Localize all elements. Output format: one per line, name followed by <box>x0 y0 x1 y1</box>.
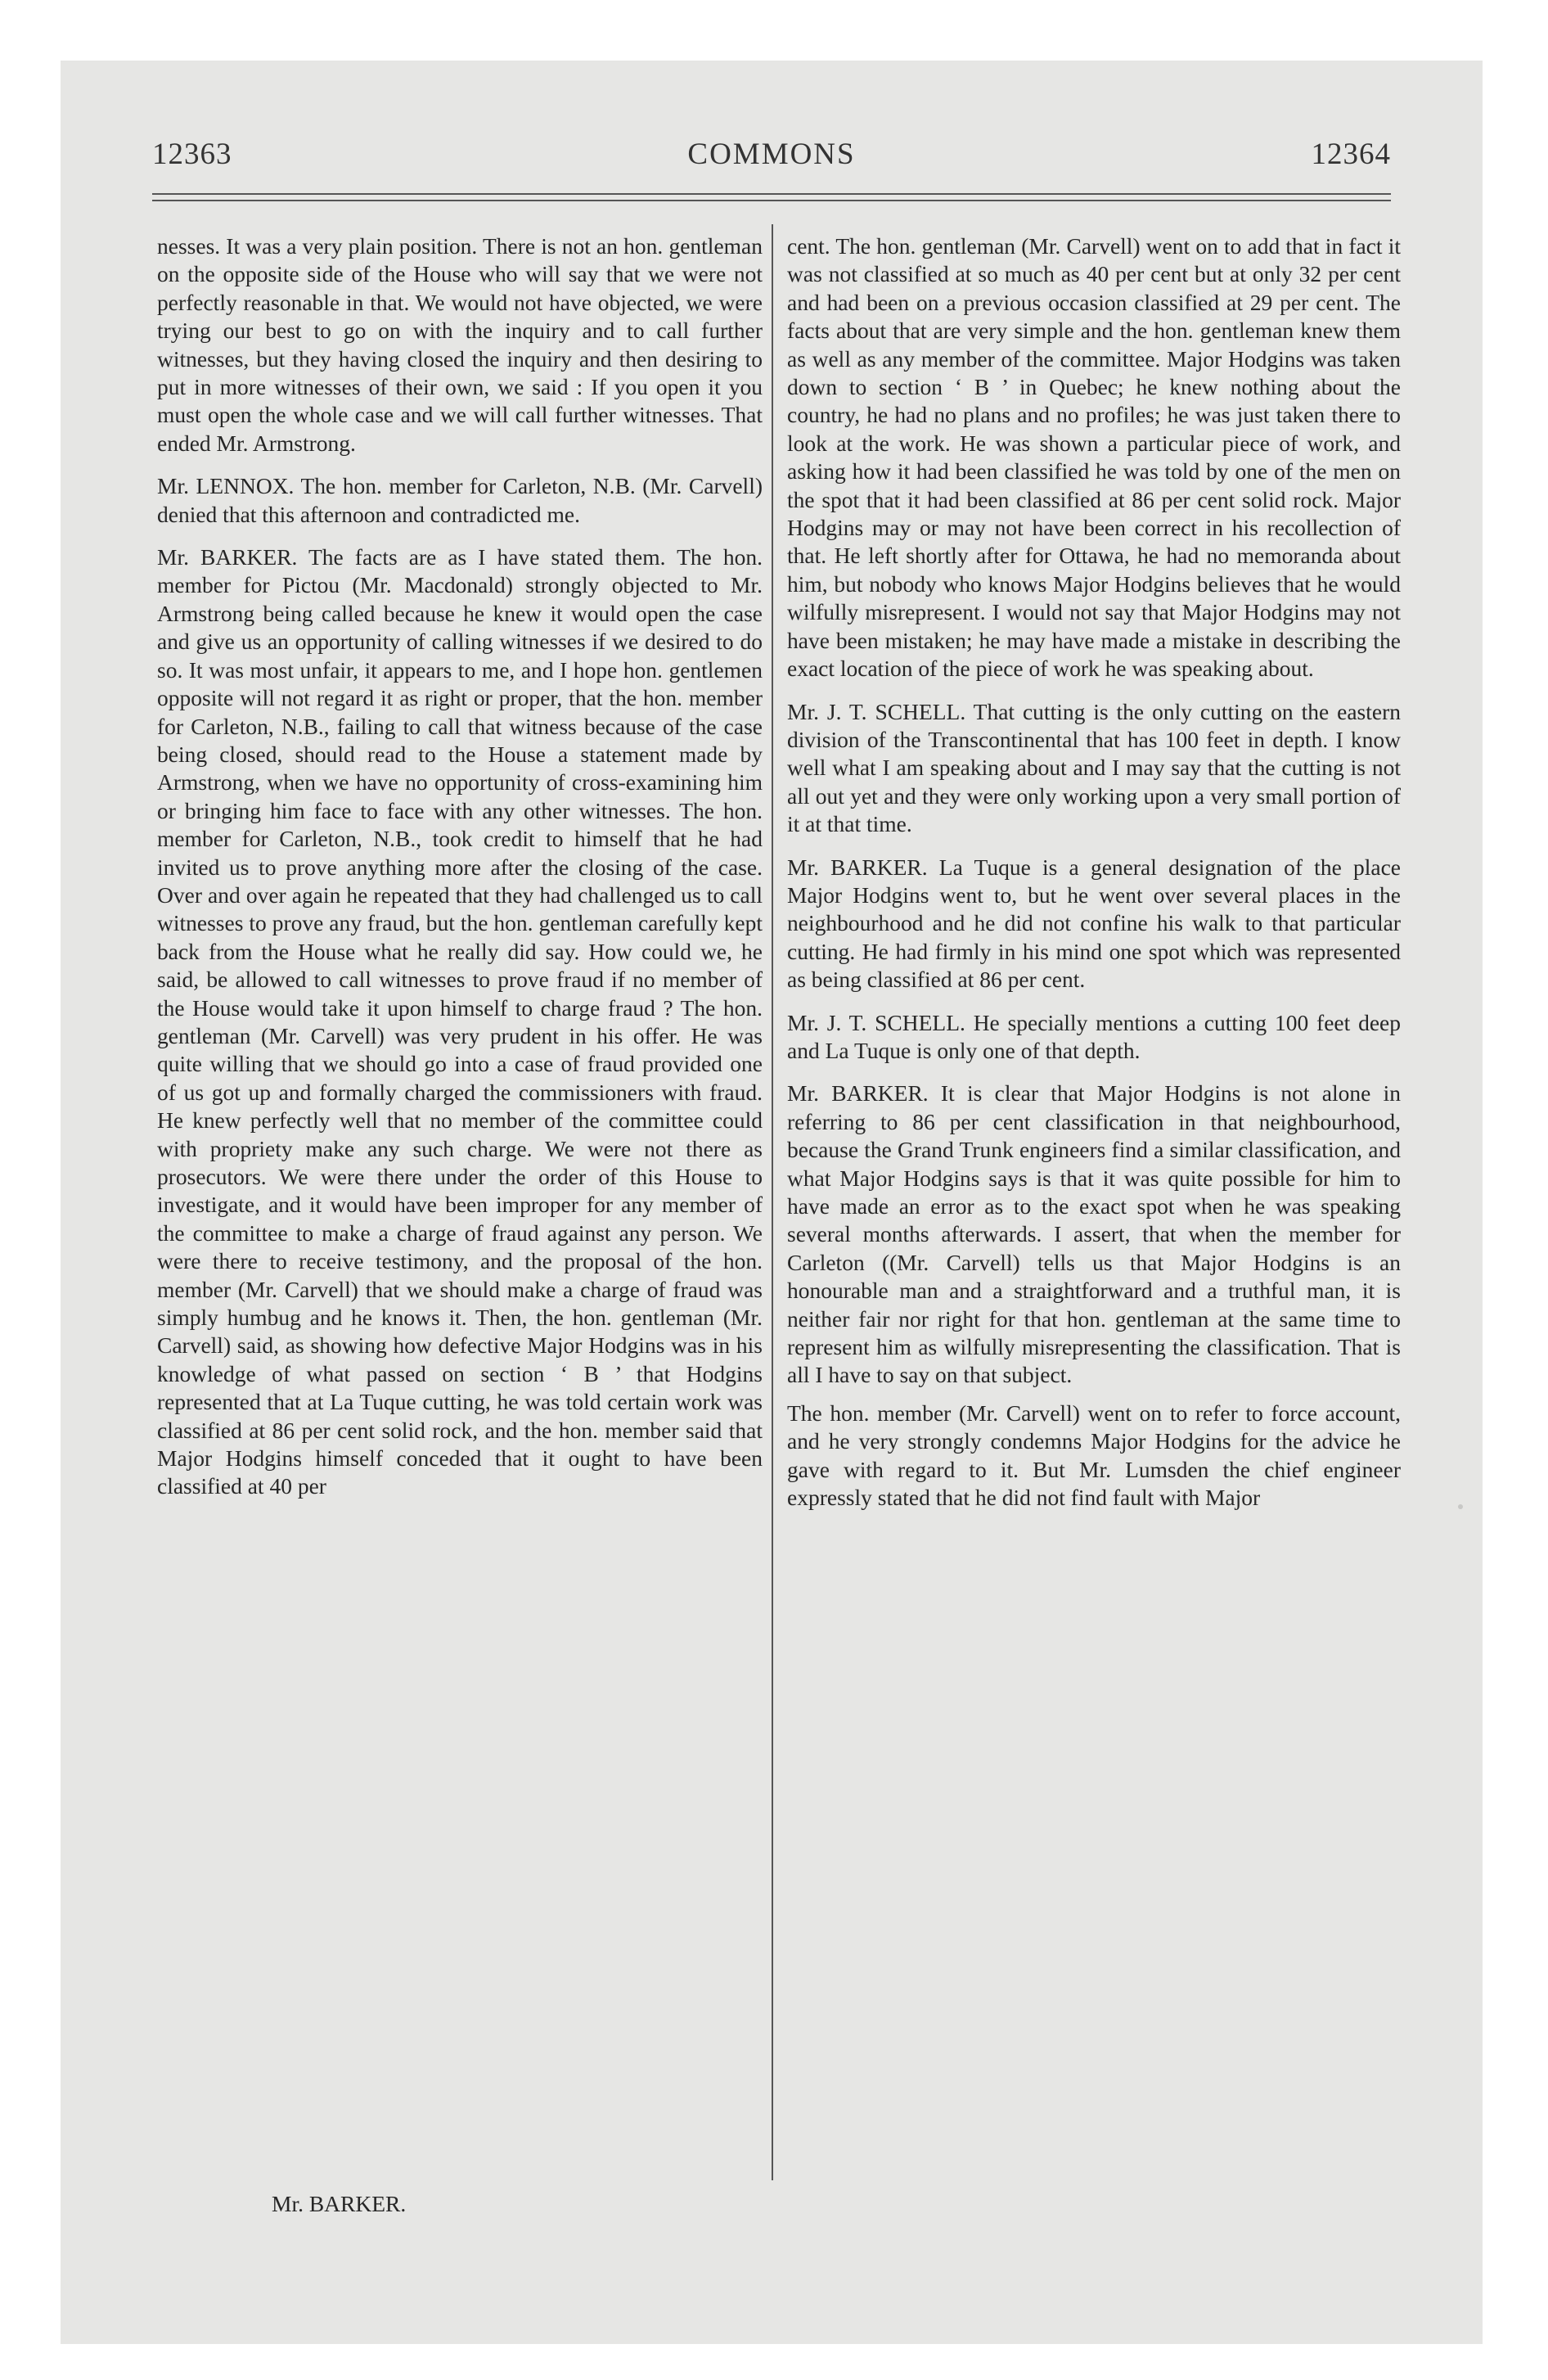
page-title: COMMONS <box>687 137 856 171</box>
hansard-page <box>61 61 1483 2344</box>
left-column <box>157 232 763 1511</box>
column-divider <box>772 224 773 2180</box>
header-rule-bottom <box>152 200 1391 201</box>
paragraph: Mr. BARKER. La Tuque is a general designation of the place Major Hodgins went to, but he went over several places in the neighbourhood and he did not confine his walk to that particular cutting. He had firmly in his mind one spot which was represented as being classified at 86 per cent. <box>787 854 1401 993</box>
right-column <box>787 232 1401 1521</box>
page-header <box>152 137 1391 169</box>
paragraph: nesses. It was a very plain position. There is not an hon. gentleman on the opposite side of the House who will say that we were not perfectly reasonable in that. We would not have objected, we were trying our best to go on with the inquiry and to call further witnesses, but they having closed the inquiry and then desiring to put in more witnesses of their own, we said : If you open it you must open the whole case and we will call further witnesses. That ended Mr. Armstrong. <box>157 233 763 456</box>
right-page-number: 12364 <box>1311 137 1391 171</box>
scan-speck <box>1458 1504 1463 1509</box>
paragraph: Mr. BARKER. It is clear that Major Hodgins is not alone in referring to 86 per cent classification in that neighbourhood, because the Grand Trunk engineers find a similar classification, and what Major Hodgins says is that it was quite possible for him to have made an error as to the exact spot when he was speaking several months afterwards. I assert, that when the member for Carleton ((Mr. Carvell) tells us that Major Hodgins is an honourable man and a straightforward and a truthful man, it is neither fair nor right for that hon. gentleman at the same time to represent him as wilfully misrepresenting the classification. That is all I have to say on that subject. <box>787 1080 1401 1388</box>
paragraph: Mr. J. T. SCHELL. He specially mentions a cutting 100 feet deep and La Tuque is only one of that depth. <box>787 1009 1401 1063</box>
paragraph: Mr. BARKER. The facts are as I have stated them. The hon. member for Pictou (Mr. Macdonald) strongly objected to Mr. Armstrong being called because he knew it would open the case and give us an opportunity of calling witnesses if we desired to do so. It was most unfair, it appears to me, and I hope hon. gentlemen opposite will not regard it as right or proper, that the hon. member for Carleton, N.B., failing to call that witness because of the case being closed, should read to the House a statement made by Armstrong, when we have no opportunity of cross-examining him or bringing him face to face with any other witnesses. The hon. member for Carleton, N.B., took credit to himself that he had invited us to prove anything more after the closing of the case. Over and over again he repeated that they had challenged us to call witnesses to prove any fraud, but the hon. gentleman carefully kept back from the House what he really did say. How could we, he said, be allowed to call witnesses to prove fraud if no member of the House would take it upon himself to charge fraud ? The hon. gentleman (Mr. Carvell) was very prudent in his offer. He was quite willing that we should go into a case of fraud provided one of us got up and formally charged the commissioners with fraud. He knew perfectly well that no member of the committee could with propriety make any such charge. We were not there as prosecutors. We were there under the order of this House to investigate, and it would have been improper for any member of the committee to make a charge of fraud against any person. We were there to receive testimony, and the proposal of the hon. member (Mr. Carvell) that we should make a charge of fraud was simply humbug and he knows it. Then, the hon. gentleman (Mr. Carvell) said, as showing how defective Major Hodgins was in his knowledge of what passed on section ‘ B ’ that Hodgins represented that at La Tuque cutting, he was told certain work was classified at 86 per cent solid rock, and the hon. member said that Major Hodgins himself conceded that it ought to have been classified at 40 per <box>157 544 763 1499</box>
header-rule-top <box>152 193 1391 195</box>
paragraph: The hon. member (Mr. Carvell) went on to refer to force account, and he very strongly condemns Major Hodgins for the advice he gave with regard to it. But Mr. Lumsden the chief engineer expressly stated that he did not find fault with Major <box>787 1400 1401 1511</box>
footer-signature: Mr. BARKER. <box>272 2191 407 2216</box>
paragraph: cent. The hon. gentleman (Mr. Carvell) went on to add that in fact it was not classified at so much as 40 per cent but at only 32 per cent and had been on a previous occasion classified at 29 per cent. The facts about that are very simple and the hon. gentleman knew them as well as any member of the committee. Major Hodgins was taken down to section ‘ B ’ in Quebec; he knew nothing about the country, he had no plans and no profiles; he was just taken there to look at the work. He was shown a particular piece of work, and asking how it had been classified he was told by one of the men on the spot that it had been classified at 86 per cent solid rock. Major Hodgins may or may not have been correct in his recollection of that. He left shortly after for Ottawa, he had no memoranda about him, but nobody who knows Major Hodgins believes that he would wilfully misrepresent. I would not say that Major Hodgins may not have been mistaken; he may have made a mistake in describing the exact location of the piece of work he was speaking about. <box>787 233 1401 682</box>
paragraph: Mr. J. T. SCHELL. That cutting is the only cutting on the eastern division of the Transcontinental that has 100 feet in depth. I know well what I am speaking about and I may say that the cutting is not all out yet and they were only working upon a very small portion of it at that time. <box>787 698 1401 837</box>
left-page-number: 12363 <box>152 137 232 171</box>
paragraph: Mr. LENNOX. The hon. member for Carleton, N.B. (Mr. Carvell) denied that this afternoon and contradicted me. <box>157 473 763 527</box>
